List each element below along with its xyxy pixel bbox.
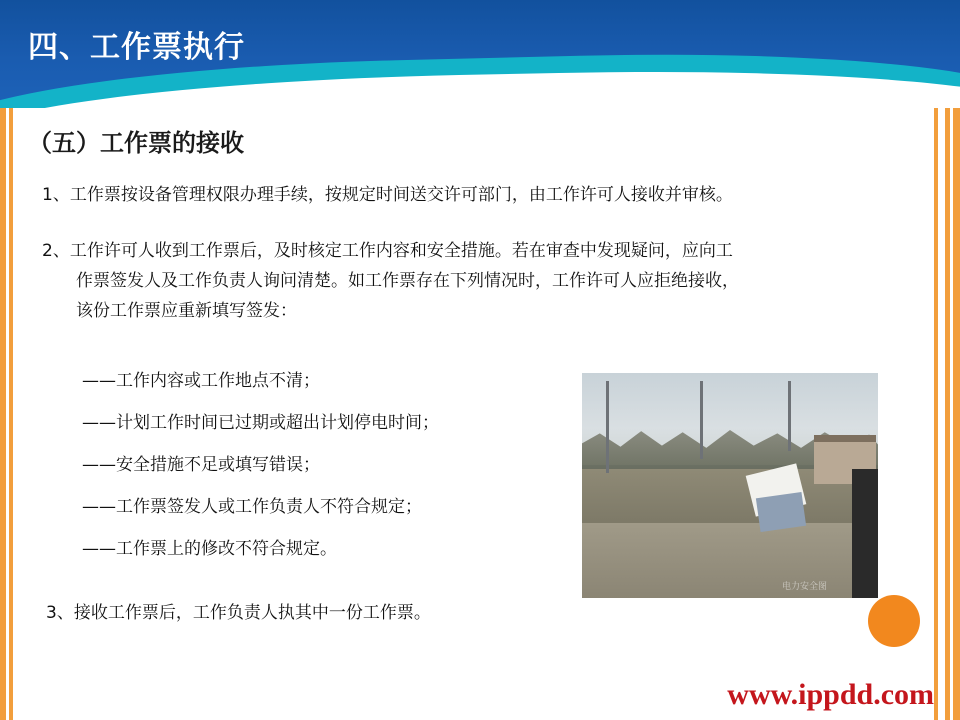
dash-list <box>82 366 582 576</box>
field-workers-photo <box>582 373 878 598</box>
right-inner-stripe-decoration <box>934 108 938 720</box>
list-item: ——计划工作时间已过期或超出计划停电时间； <box>82 413 439 433</box>
slide-header <box>0 0 960 108</box>
paragraph-2 <box>42 236 902 326</box>
list-item: ——安全措施不足或填写错误； <box>82 455 320 475</box>
photo-road <box>582 523 878 598</box>
section-title: （五）工作票的接收 <box>28 129 244 157</box>
site-url-watermark: www.ippdd.com <box>727 678 934 711</box>
photo-utility-pole <box>700 381 703 459</box>
paragraph-3: 3、接收工作票后，工作负责人执其中一份工作票。 <box>46 603 431 623</box>
photo-utility-pole <box>788 381 791 451</box>
photo-clipboard <box>756 492 806 532</box>
photo-background-figure <box>852 469 878 598</box>
paragraph-2-line-2: 作票签发人及工作负责人询问清楚。如工作票存在下列情况时，工作许可人应拒绝接收， <box>76 271 739 291</box>
list-item: ——工作票签发人或工作负责人不符合规定； <box>82 497 422 517</box>
photo-utility-pole <box>606 381 609 473</box>
slide-content <box>20 108 918 720</box>
list-item: ——工作内容或工作地点不清； <box>82 371 320 391</box>
left-stripe-decoration <box>0 108 16 720</box>
paragraph-1: 1、工作票按设备管理权限办理手续，按规定时间送交许可部门，由工作许可人接收并审核。 <box>42 185 733 205</box>
page-title: 四、工作票执行 <box>28 30 245 65</box>
orange-circle-decoration <box>868 595 920 647</box>
paragraph-2-line-3: 该份工作票应重新填写签发： <box>76 301 297 321</box>
right-stripe-decoration <box>942 108 960 720</box>
paragraph-2-line-1: 2、工作许可人收到工作票后，及时核定工作内容和安全措施。若在审查中发现疑问，应向工 <box>42 241 733 261</box>
list-item: ——工作票上的修改不符合规定。 <box>82 539 337 559</box>
photo-watermark: 电力安全图 <box>782 582 828 592</box>
